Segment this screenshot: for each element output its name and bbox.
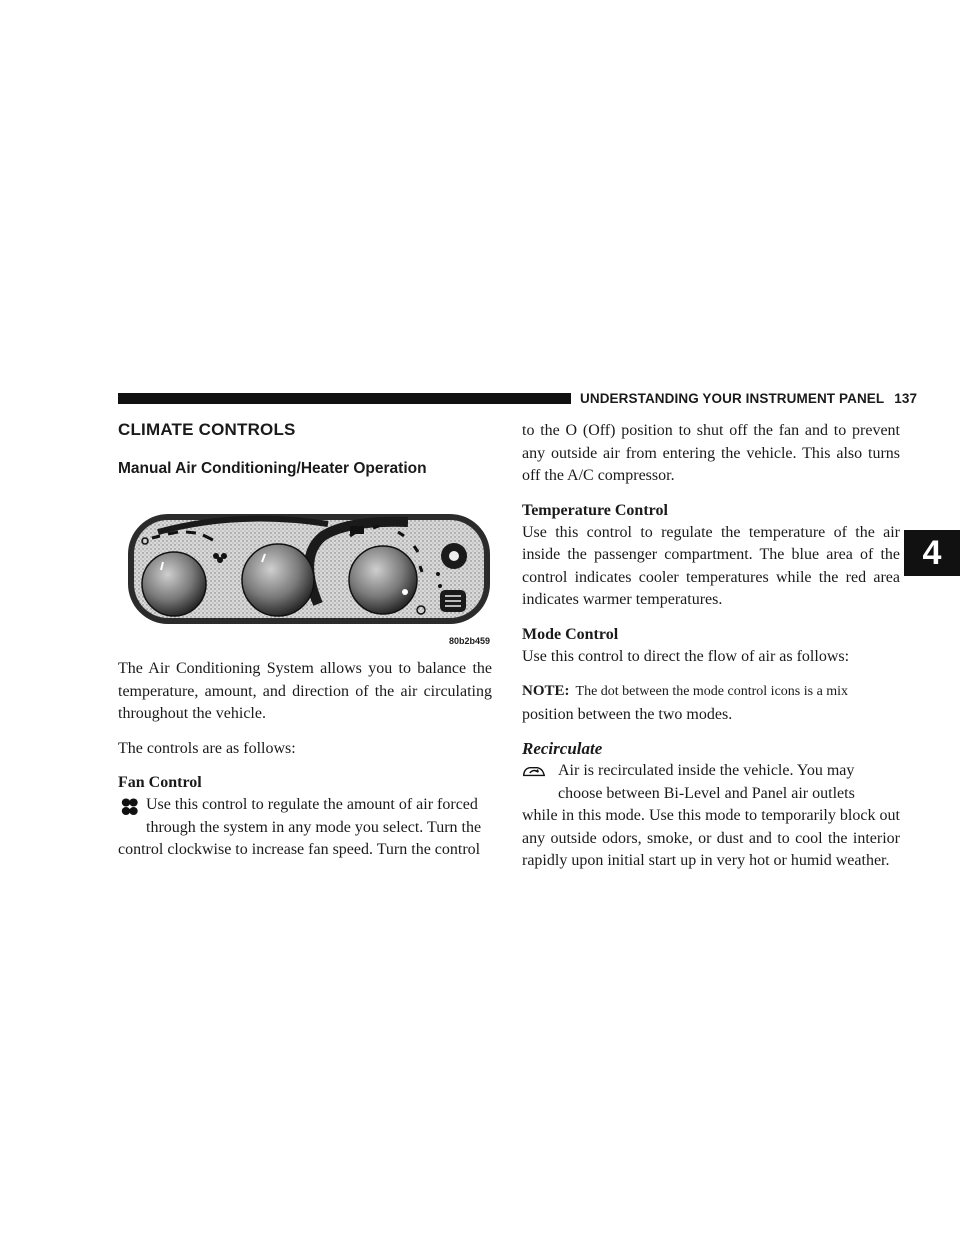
climate-control-panel-illustration <box>118 496 492 646</box>
fan-control-heading: Fan Control <box>118 774 202 791</box>
recirc-line-3: while in this mode. Use this mode to temporarily block out any outside odors, smoke, or dust and to cool the interior rapidly upon initial start up in very hot or humid weather. <box>522 807 900 869</box>
fan-line-3: control clockwise to increase fan speed. Turn the control <box>118 841 481 858</box>
fan-line-1: Use this control to regulate the amount of air forced <box>146 796 478 813</box>
recirculate-icon <box>522 762 546 782</box>
controls-intro: The controls are as follows: <box>118 739 296 757</box>
section-title: CLIMATE CONTROLS <box>118 420 296 439</box>
mode-control-heading: Mode Control <box>522 625 619 643</box>
intro-paragraph: The Air Conditioning System allows you to balance the temperature, amount, and direction of the air circulating throughout the vehicle. <box>118 660 492 722</box>
left-column <box>118 420 492 862</box>
figure-code: 80b2b459 <box>448 636 490 646</box>
temperature-control-knob[interactable] <box>242 544 314 616</box>
fan-control-paragraph <box>118 794 492 862</box>
chapter-tab: 4 <box>904 530 960 576</box>
subsection-title: Manual Air Conditioning/Heater Operation <box>118 460 427 477</box>
fan-control-knob[interactable] <box>142 552 206 616</box>
right-column <box>522 420 900 873</box>
running-head-title: UNDERSTANDING YOUR INSTRUMENT PANEL <box>580 391 885 406</box>
mode-control-knob[interactable] <box>349 546 417 614</box>
note-label: NOTE: <box>522 683 570 699</box>
note-block <box>522 680 900 726</box>
recirc-line-2: choose between Bi-Level and Panel air outlets <box>558 784 855 802</box>
page-number: 137 <box>894 391 918 406</box>
header-rule <box>118 393 571 404</box>
fan-control-continued: to the O (Off) position to shut off the fan and to prevent any outside air from entering the vehicle. This also turns off the A/C compressor. <box>522 422 900 484</box>
fan-line-2: through the system in any mode you select. Turn the <box>146 818 482 836</box>
recirculate-heading: Recirculate <box>522 739 603 758</box>
running-head <box>580 391 918 406</box>
temperature-control-paragraph: Use this control to regulate the temperature of the air inside the passenger compartment. The blue area of the control indicates cooler temperatures while the red area indicates warmer temperatures. <box>522 523 900 608</box>
mode-control-paragraph: Use this control to direct the flow of air as follows: <box>522 647 850 665</box>
note-continued: position between the two modes. <box>522 705 733 723</box>
climate-control-figure <box>118 496 492 646</box>
recirc-line-1: Air is recirculated inside the vehicle. You may <box>558 762 855 779</box>
fan-icon <box>118 797 142 817</box>
recirculate-paragraph <box>522 760 900 873</box>
temperature-control-heading: Temperature Control <box>522 501 668 519</box>
note-text: The dot between the mode control icons is a mix <box>575 684 849 699</box>
